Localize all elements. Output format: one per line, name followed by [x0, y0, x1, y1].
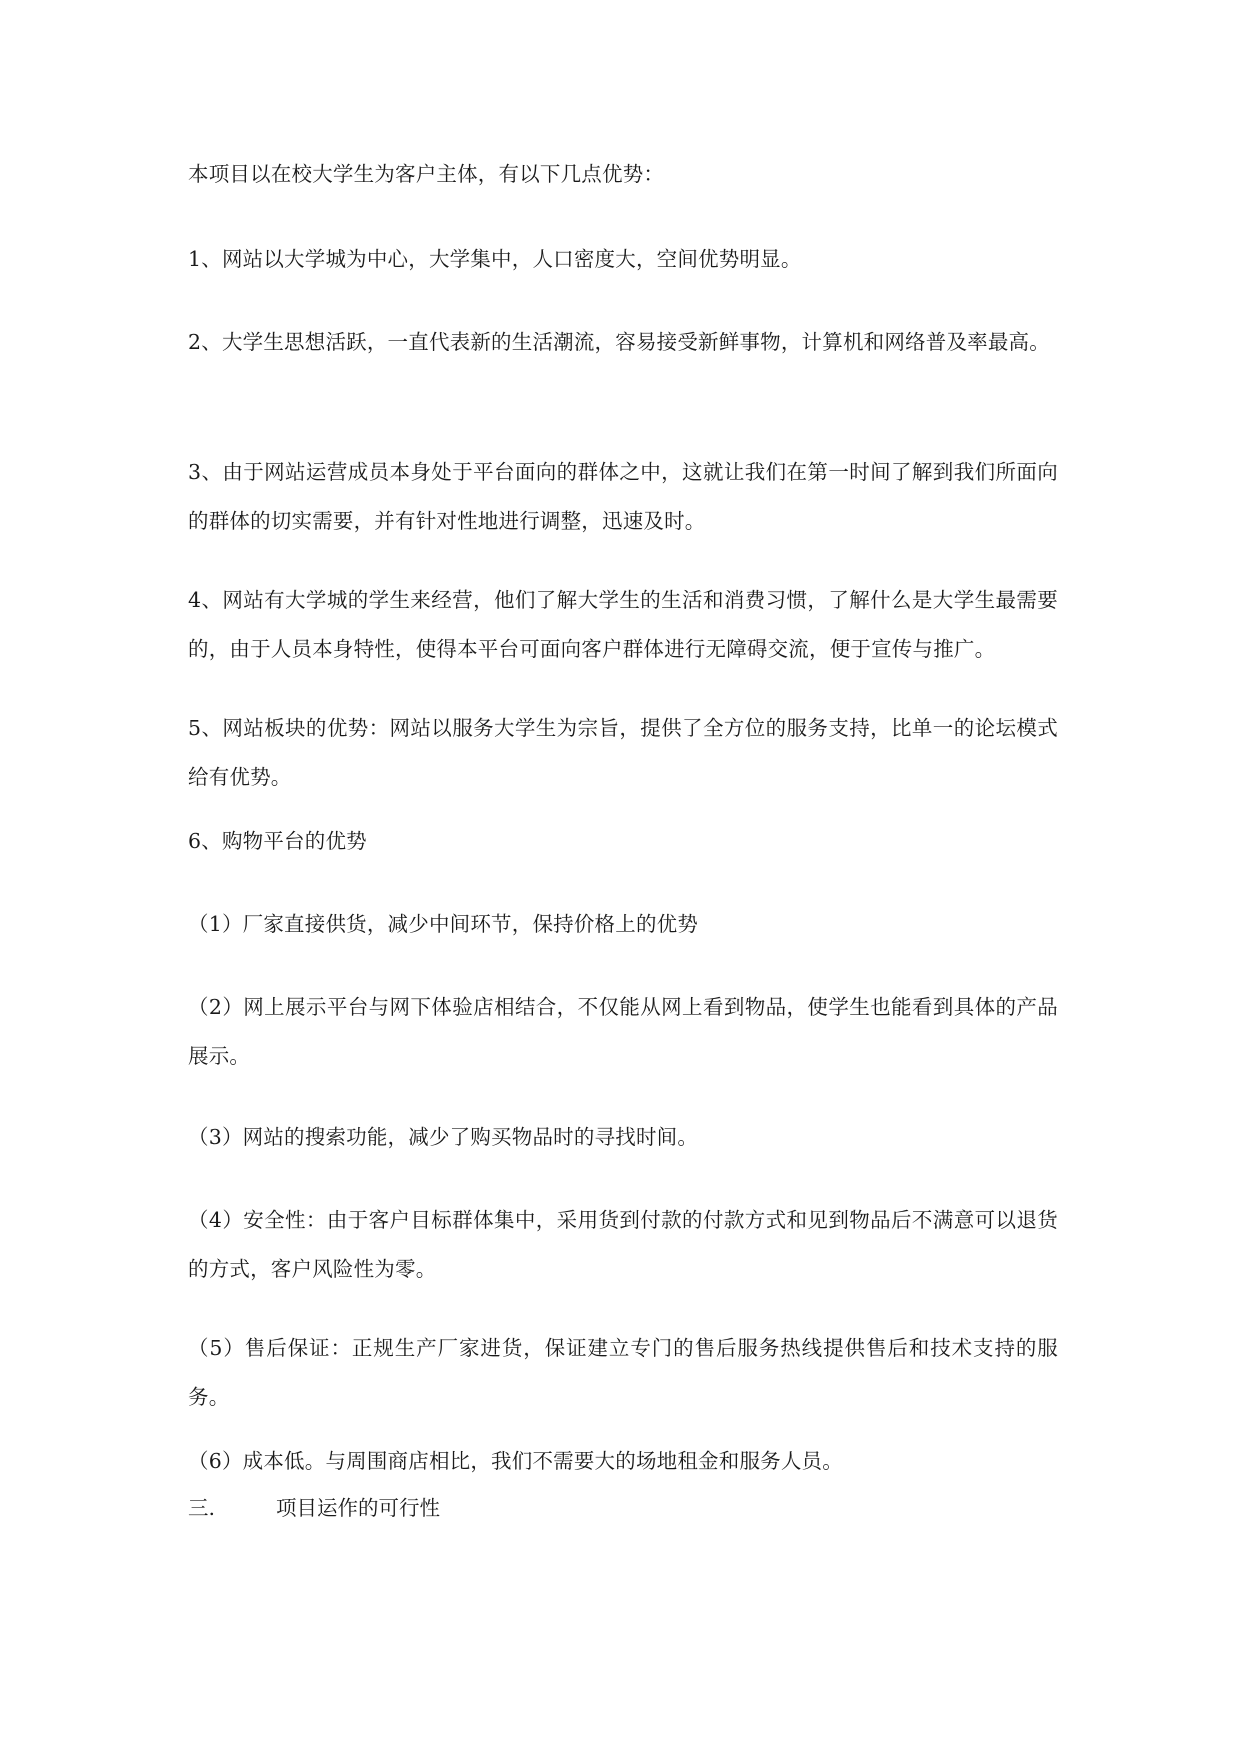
- advantage-point-4: 4、网站有大学城的学生来经营，他们了解大学生的生活和消费习惯，了解什么是大学生最需要的，由于人员本身特性，使得本平台可面向客户群体进行无障碍交流，便于宣传与推广。: [188, 588, 1058, 661]
- shopping-subpoint-3: （3）网站的搜索功能，减少了购买物品时的寻找时间。: [188, 1125, 699, 1149]
- section-number: 三.: [188, 1496, 216, 1520]
- shopping-subpoint-5: （5）售后保证：正规生产厂家进货，保证建立专门的售后服务热线提供售后和技术支持的服务。: [188, 1336, 1058, 1409]
- section-heading: [188, 1484, 1058, 1533]
- shopping-subpoint-4: （4）安全性：由于客户目标群体集中，采用货到付款的付款方式和见到物品后不满意可以退货的方式，客户风险性为零。: [188, 1208, 1058, 1281]
- advantage-point-2: 2、大学生思想活跃，一直代表新的生活潮流，容易接受新鲜事物，计算机和网络普及率最高。: [188, 330, 1050, 354]
- intro-paragraph: 本项目以在校大学生为客户主体，有以下几点优势：: [188, 162, 665, 186]
- shopping-subpoint-6: （6）成本低。与周围商店相比，我们不需要大的场地租金和服务人员。: [188, 1449, 843, 1473]
- section-title: 项目运作的可行性: [276, 1496, 440, 1520]
- advantage-point-1: 1、网站以大学城为中心，大学集中，人口密度大，空间优势明显。: [188, 247, 802, 271]
- advantage-point-5: 5、网站板块的优势：网站以服务大学生为宗旨，提供了全方位的服务支持，比单一的论坛模式给有优势。: [188, 716, 1058, 789]
- shopping-subpoint-1: （1）厂家直接供货，减少中间环节，保持价格上的优势: [188, 912, 699, 936]
- shopping-subpoint-2: （2）网上展示平台与网下体验店相结合，不仅能从网上看到物品，使学生也能看到具体的产品展示。: [188, 995, 1058, 1068]
- advantage-point-6: 6、购物平台的优势: [188, 829, 367, 853]
- advantage-point-3: 3、由于网站运营成员本身处于平台面向的群体之中，这就让我们在第一时间了解到我们所面向的群体的切实需要，并有针对性地进行调整，迅速及时。: [188, 460, 1058, 533]
